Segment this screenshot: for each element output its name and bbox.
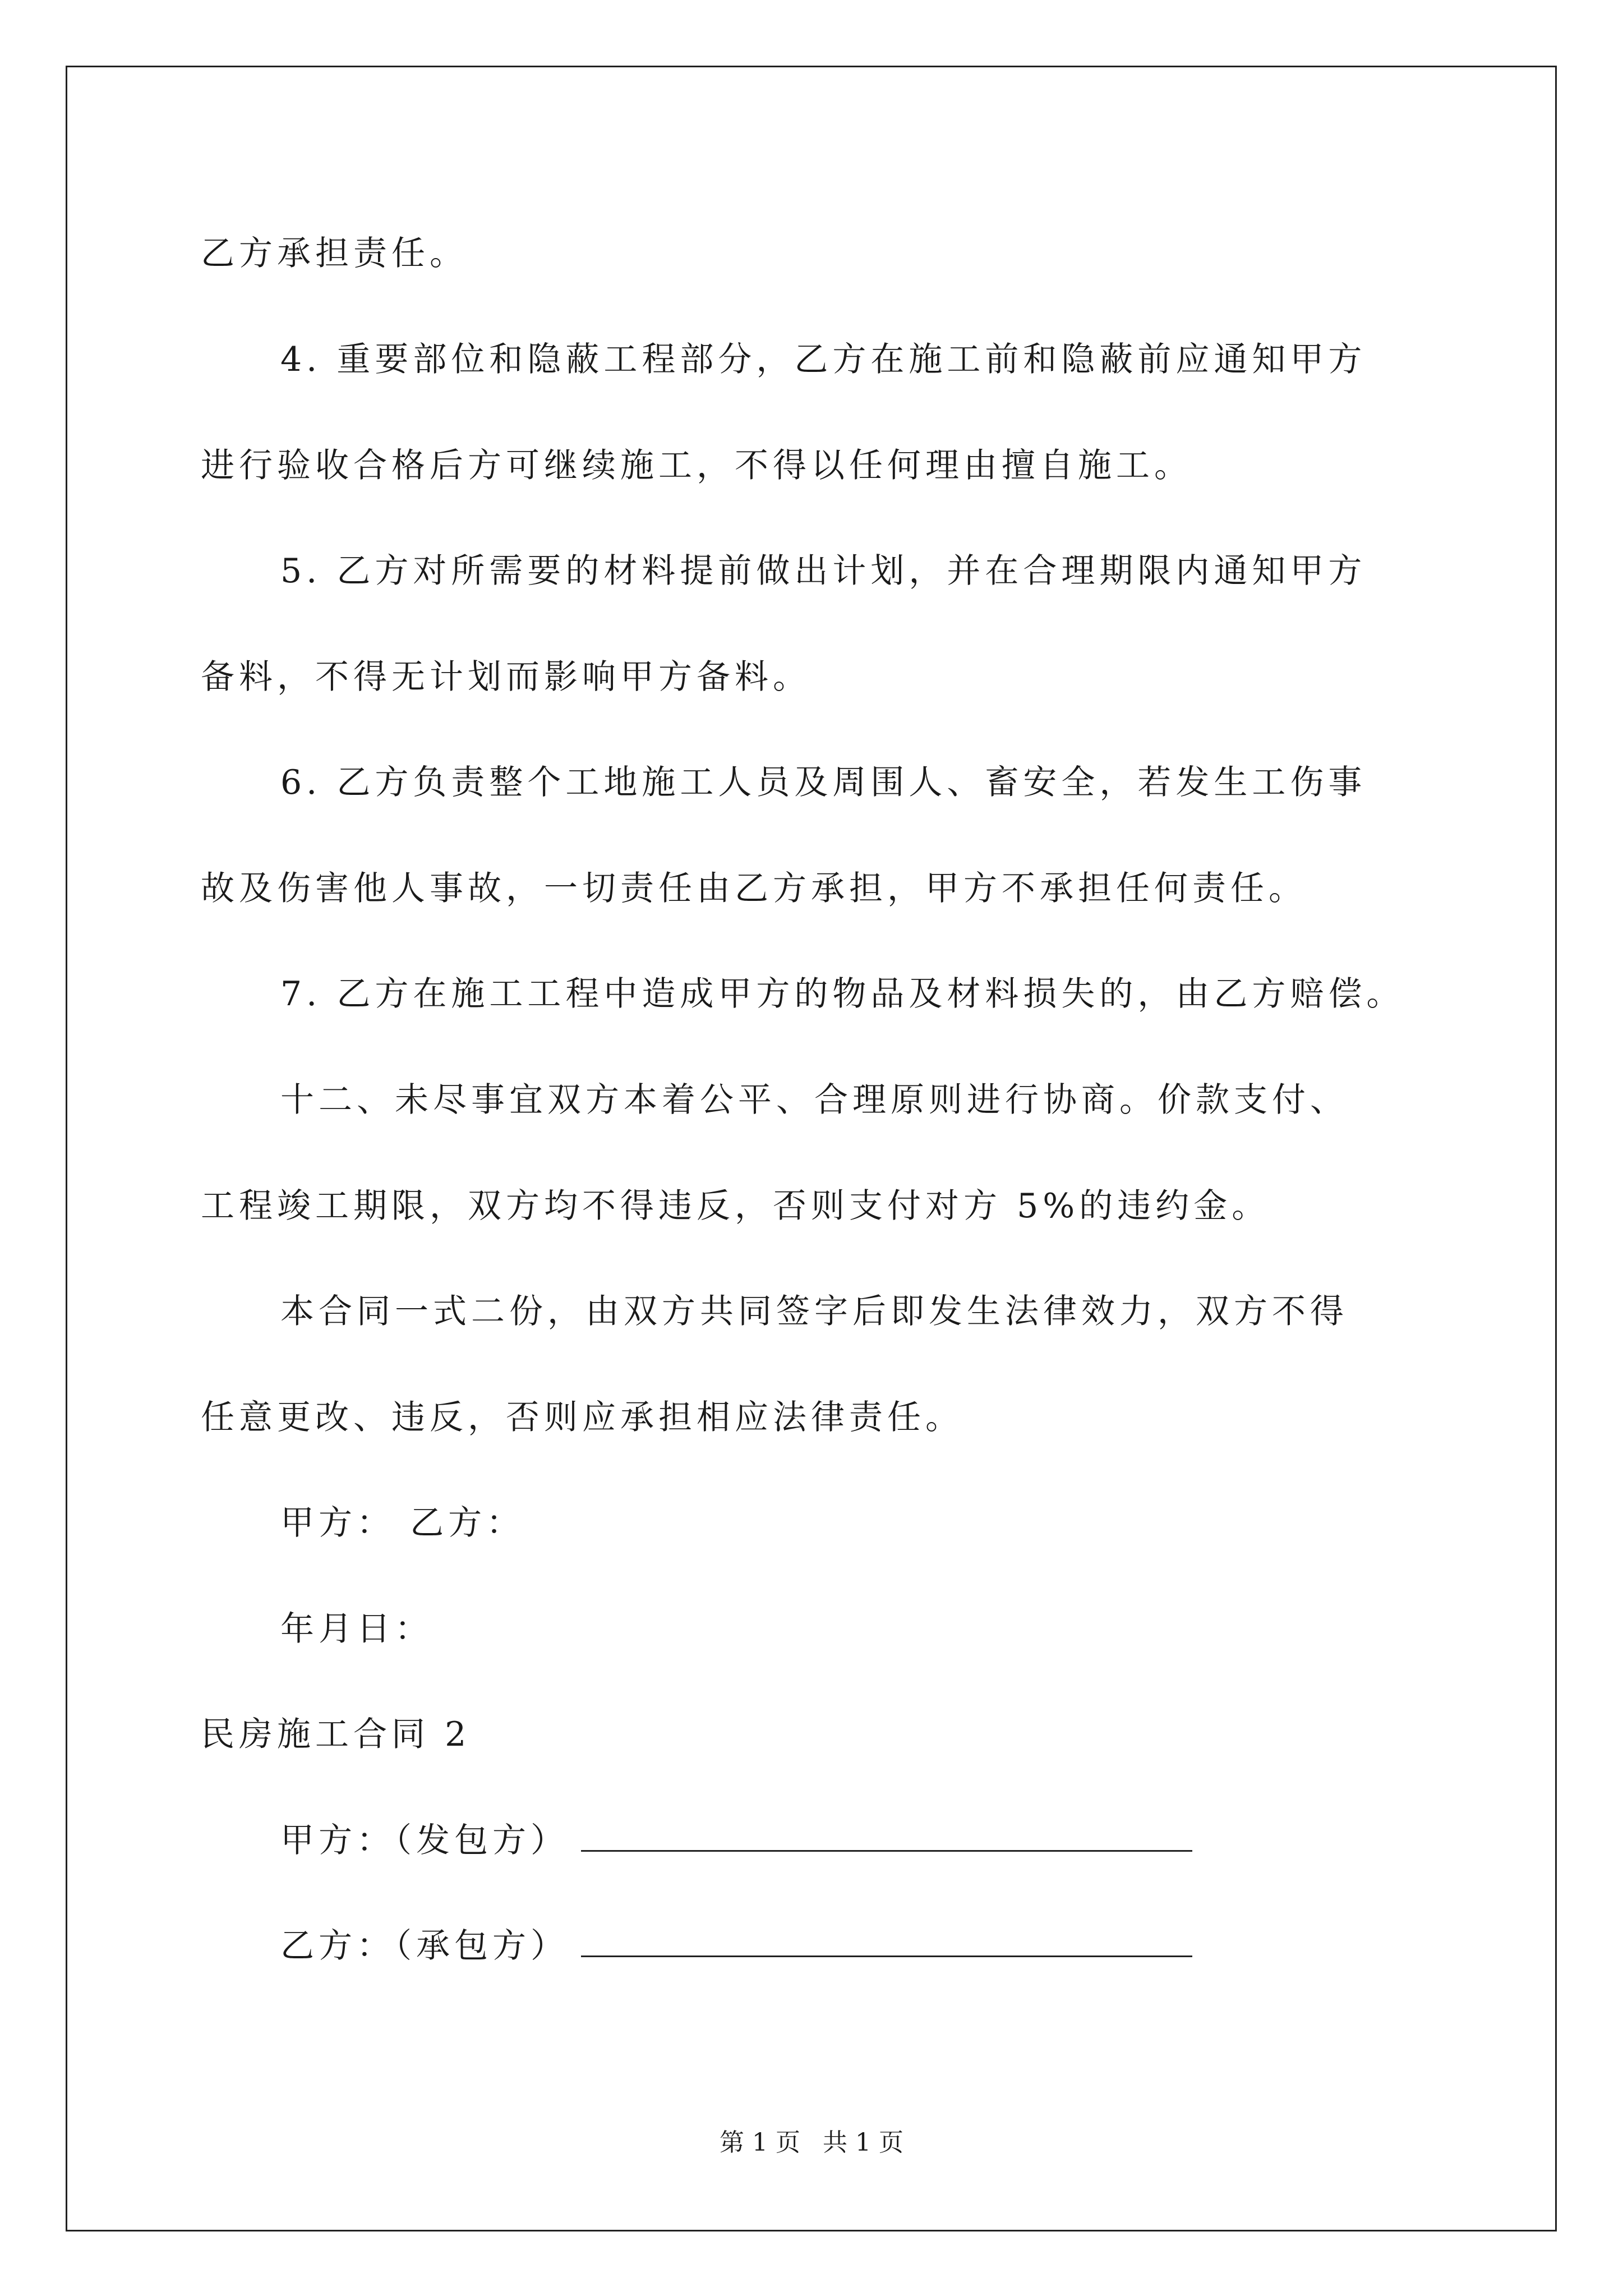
page-number: 第 1 页	[720, 2128, 800, 2157]
text-line: 备料，不得无计划而影响甲方备料。	[201, 657, 811, 697]
date-line: 年月日：	[280, 1609, 433, 1649]
text-line: 进行验收合格后方可继续施工，不得以任何理由擅自施工。	[201, 446, 1192, 485]
party-b-row	[280, 1924, 1192, 1968]
text-line: 7. 乙方在施工工程中造成甲方的物品及材料损失的，由乙方赔偿。	[280, 974, 1405, 1014]
text-line: 4. 重要部位和隐蔽工程部分，乙方在施工前和隐蔽前应通知甲方	[280, 340, 1367, 379]
text-line: 工程竣工期限，双方均不得违反，否则支付对方 5%的违约金。	[201, 1186, 1270, 1226]
party-a-label: 甲方：（发包方）	[280, 1821, 569, 1860]
page-total: 共 1 页	[823, 2128, 903, 2157]
party-a-blank	[581, 1822, 1192, 1852]
text-line: 任意更改、违反，否则应承担相应法律责任。	[201, 1398, 963, 1437]
party-b-blank	[581, 1927, 1192, 1957]
section-title: 民房施工合同 2	[201, 1715, 471, 1754]
text-line: 故及伤害他人事故，一切责任由乙方承担，甲方不承担任何责任。	[201, 869, 1307, 908]
text-line: 十二、未尽事宜双方本着公平、合理原则进行协商。价款支付、	[280, 1080, 1348, 1120]
text-line: 6. 乙方负责整个工地施工人员及周围人、畜安全，若发生工伤事	[280, 763, 1367, 802]
text-line: 乙方承担责任。	[201, 234, 468, 273]
page-frame	[66, 66, 1557, 2231]
text-line: 5. 乙方对所需要的材料提前做出计划，并在合理期限内通知甲方	[280, 551, 1367, 591]
page-footer	[0, 2126, 1623, 2160]
text-line: 本合同一式二份，由双方共同签字后即发生法律效力，双方不得	[280, 1292, 1348, 1331]
party-a-row	[280, 1818, 1192, 1863]
party-b-label: 乙方：（承包方）	[280, 1926, 569, 1966]
signature-line: 甲方： 乙方：	[280, 1503, 525, 1543]
